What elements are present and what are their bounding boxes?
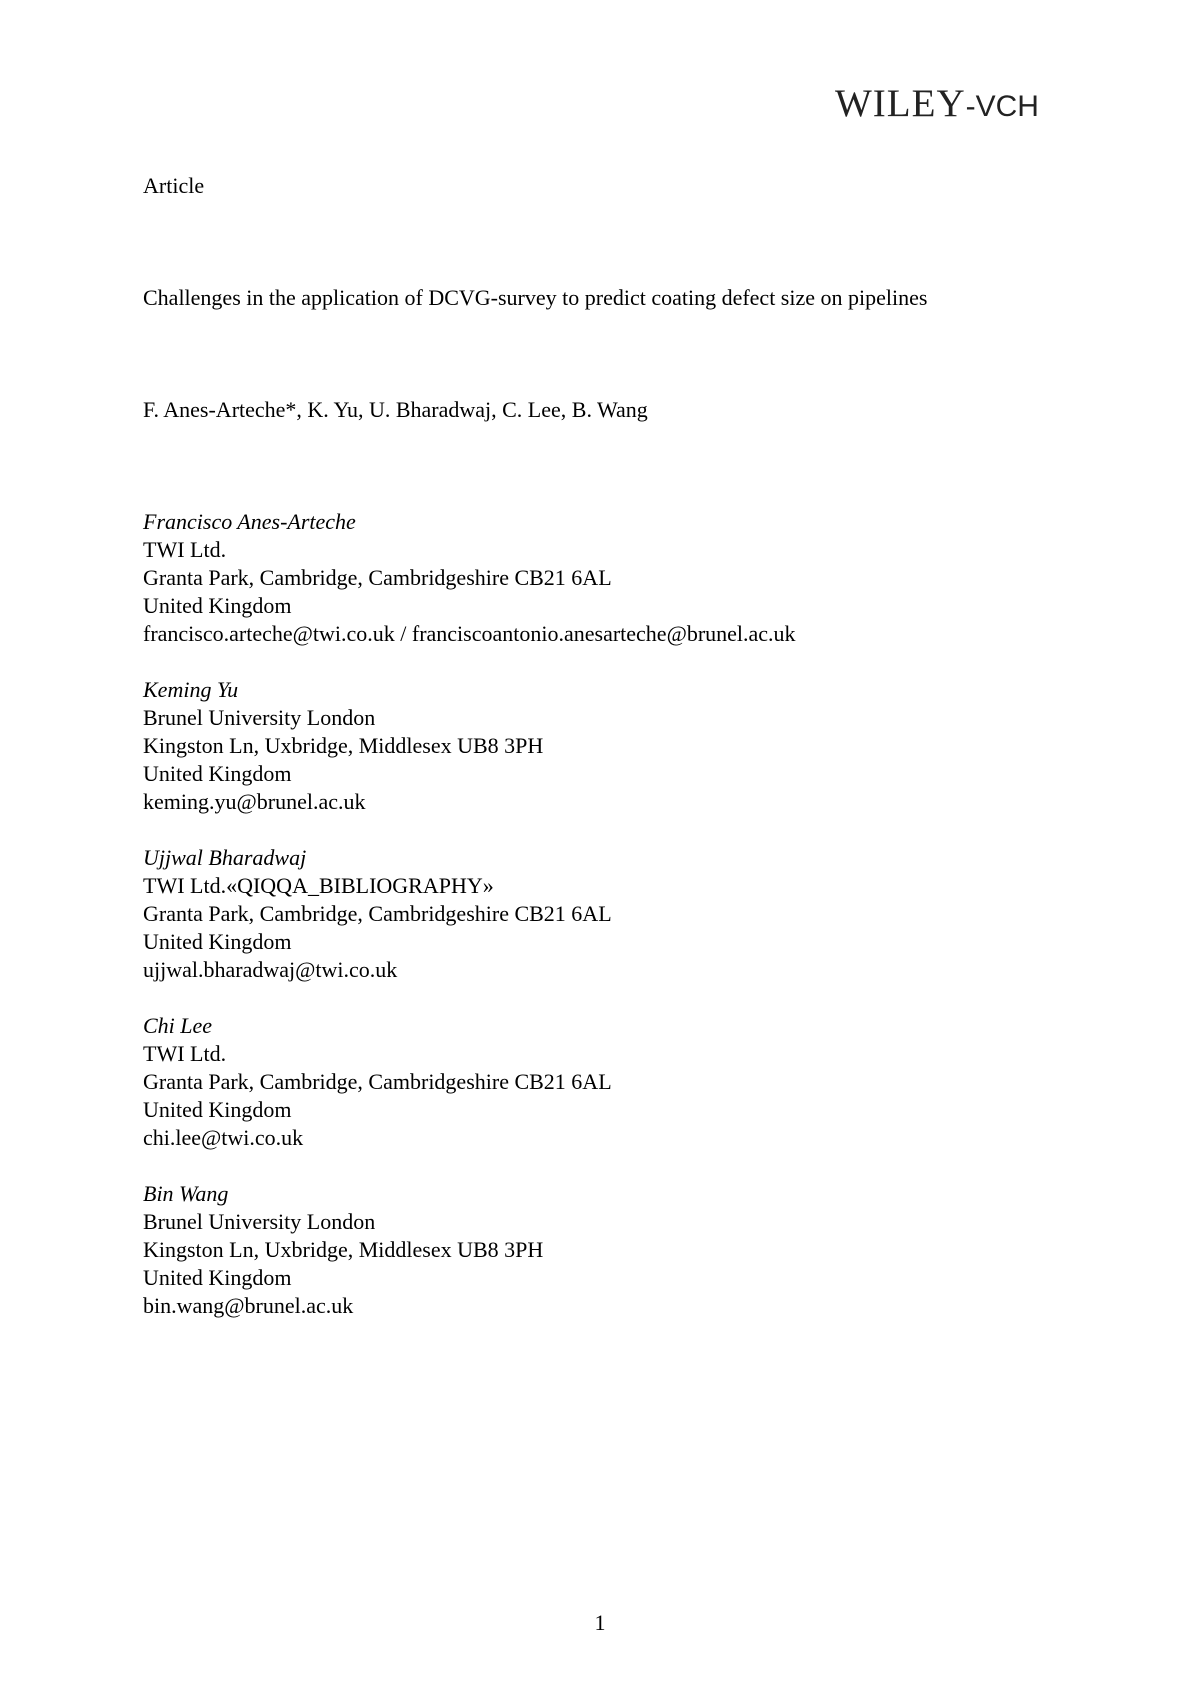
page-number: 1 [594,1610,606,1635]
affiliation-3 [143,844,612,984]
affiliation-country: United Kingdom [143,1097,292,1122]
affiliation-address: Granta Park, Cambridge, Cambridgeshire CB21 6AL [143,901,612,926]
affiliation-country: United Kingdom [143,1265,292,1290]
affiliation-org: TWI Ltd.«QIQQA_BIBLIOGRAPHY» [143,873,494,898]
affiliation-org: TWI Ltd. [143,1041,227,1066]
affiliation-org: Brunel University London [143,705,376,730]
logo-vch-text: -VCH [965,90,1039,123]
affiliation-name: Chi Lee [143,1013,213,1038]
affiliation-address: Kingston Ln, Uxbridge, Middlesex UB8 3PH [143,733,544,758]
article-type-label: Article [143,173,205,198]
affiliation-email: ujjwal.bharadwaj@twi.co.uk [143,957,398,982]
affiliation-name: Keming Yu [143,677,239,702]
affiliation-address: Kingston Ln, Uxbridge, Middlesex UB8 3PH [143,1237,544,1262]
affiliation-country: United Kingdom [143,929,292,954]
affiliation-email: keming.yu@brunel.ac.uk [143,789,366,814]
affiliation-1 [143,508,796,648]
affiliation-name: Francisco Anes-Arteche [143,509,356,534]
affiliation-country: United Kingdom [143,761,292,786]
logo-wiley-text: WILEY [835,82,966,125]
affiliation-country: United Kingdom [143,593,292,618]
affiliation-address: Granta Park, Cambridge, Cambridgeshire CB21 6AL [143,565,612,590]
affiliation-org: TWI Ltd. [143,537,227,562]
affiliation-email: chi.lee@twi.co.uk [143,1125,304,1150]
affiliation-name: Ujjwal Bharadwaj [143,845,307,870]
paper-title: Challenges in the application of DCVG-survey to predict coating defect size on pipelines [143,285,928,310]
author-list: F. Anes-Arteche*, K. Yu, U. Bharadwaj, C. Lee, B. Wang [143,397,648,422]
affiliation-email: francisco.arteche@twi.co.uk / franciscoantonio.anesarteche@brunel.ac.uk [143,621,796,646]
affiliation-address: Granta Park, Cambridge, Cambridgeshire CB21 6AL [143,1069,612,1094]
publisher-logo [835,84,1039,123]
affiliation-5 [143,1180,543,1320]
affiliation-4 [143,1012,612,1152]
affiliation-email: bin.wang@brunel.ac.uk [143,1293,354,1318]
affiliation-org: Brunel University London [143,1209,376,1234]
affiliation-name: Bin Wang [143,1181,229,1206]
affiliation-2 [143,676,543,816]
